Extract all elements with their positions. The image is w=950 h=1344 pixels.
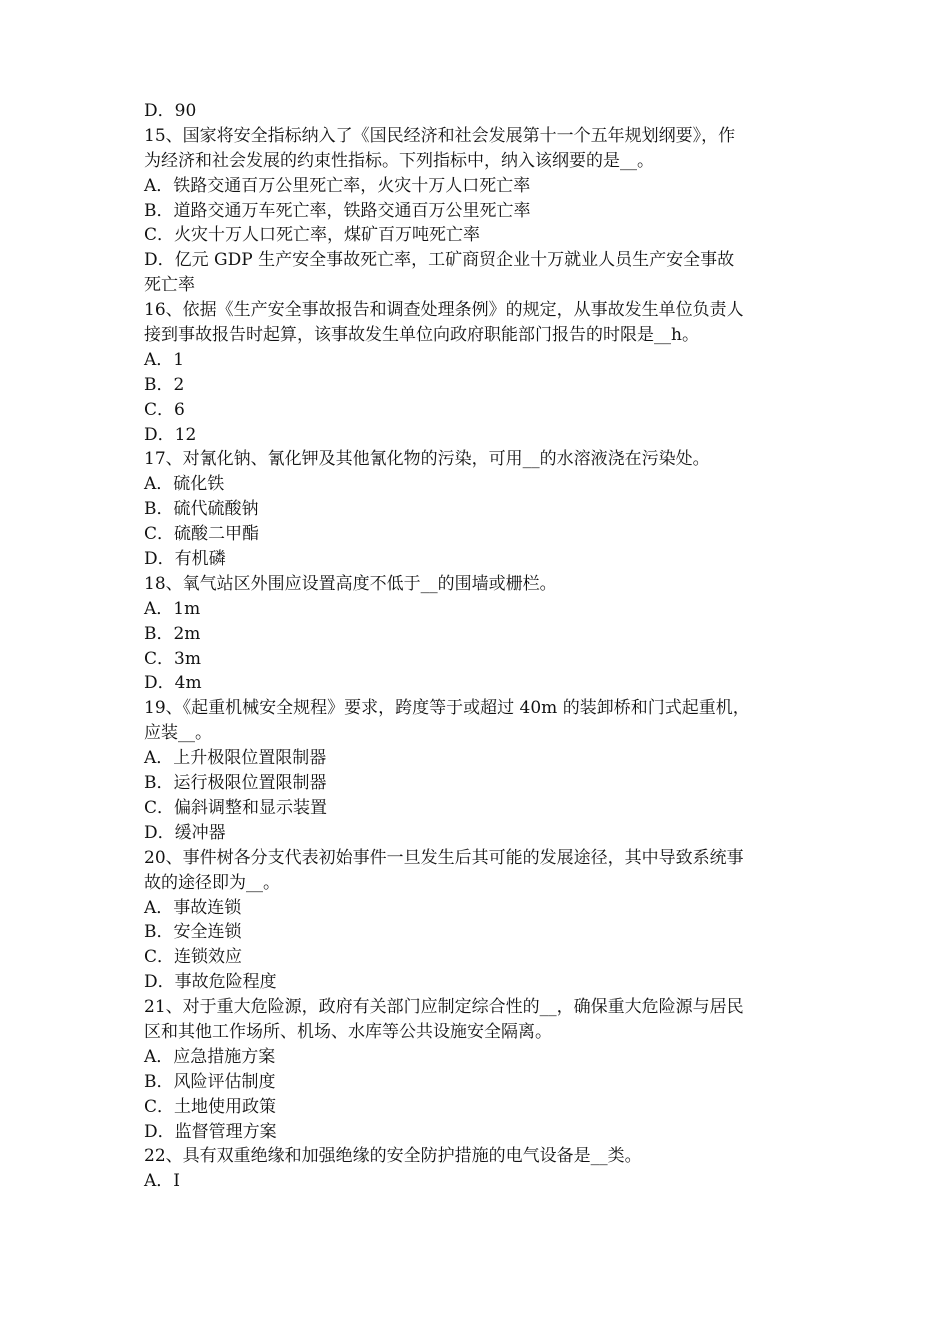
answer-option: C．土地使用政策 (144, 1096, 277, 1117)
answer-option: D．4m (144, 673, 202, 694)
answer-option: C．火灾十万人口死亡率，煤矿百万吨死亡率 (144, 225, 481, 246)
answer-option: A．应急措施方案 (144, 1046, 276, 1067)
question-stem: 16、依据《生产安全事故报告和调查处理条例》的规定，从事故发生单位负责人 (144, 300, 744, 321)
answer-option: B．2 (144, 374, 185, 395)
text-line: 应装__。 (144, 723, 212, 744)
question-stem: 21、对于重大危险源，政府有关部门应制定综合性的__，确保重大危险源与居民 (144, 997, 744, 1018)
answer-option: D．12 (144, 424, 197, 445)
question-stem: 15、国家将安全指标纳入了《国民经济和社会发展第十一个五年规划纲要》，作 (144, 125, 736, 146)
answer-option: B．运行极限位置限制器 (144, 773, 327, 794)
answer-option: B．风险评估制度 (144, 1071, 276, 1092)
answer-option: D．有机磷 (144, 549, 226, 570)
answer-option: C．6 (144, 399, 185, 420)
text-line: 故的途径即为__。 (144, 872, 280, 893)
answer-option: B．硫代硫酸钠 (144, 499, 259, 520)
answer-option: D．监督管理方案 (144, 1121, 277, 1142)
question-stem: 22、具有双重绝缘和加强绝缘的安全防护措施的电气设备是__类。 (144, 1146, 642, 1167)
answer-option: B．道路交通万车死亡率，铁路交通百万公里死亡率 (144, 200, 531, 221)
text-line: 接到事故报告时起算，该事故发生单位向政府职能部门报告的时限是__h。 (144, 325, 699, 346)
answer-option: B．安全连锁 (144, 922, 242, 943)
answer-option: C．连锁效应 (144, 947, 243, 968)
answer-option: D．90 (144, 101, 197, 121)
document-body (144, 99, 820, 1194)
text-line: 为经济和社会发展的约束性指标。下列指标中，纳入该纲要的是__。 (144, 150, 654, 171)
answer-option: A．Ⅰ (144, 1171, 180, 1192)
answer-option: C．3m (144, 648, 201, 669)
answer-option: D．亿元 GDP 生产安全事故死亡率，工矿商贸企业十万就业人员生产安全事故 (144, 250, 735, 271)
answer-option: A．1 (144, 349, 185, 370)
answer-option: A．事故连锁 (144, 897, 242, 918)
answer-option: C．偏斜调整和显示装置 (144, 797, 328, 818)
question-stem: 17、对氰化钠、氰化钾及其他氰化物的污染，可用__的水溶液浇在污染处。 (144, 449, 710, 470)
answer-option: B．2m (144, 623, 201, 644)
text-line: 死亡率 (144, 275, 195, 296)
answer-option: D．事故危险程度 (144, 972, 277, 993)
answer-option: C．硫酸二甲酯 (144, 524, 260, 545)
answer-option: A．1m (144, 598, 201, 619)
answer-option: A．铁路交通百万公里死亡率，火灾十万人口死亡率 (144, 175, 531, 196)
question-stem: 18、氧气站区外围应设置高度不低于__的围墙或栅栏。 (144, 573, 557, 594)
question-stem: 20、事件树各分支代表初始事件一旦发生后其可能的发展途径，其中导致系统事 (144, 847, 744, 868)
answer-option: A．上升极限位置限制器 (144, 748, 327, 769)
text-line: 区和其他工作场所、机场、水库等公共设施安全隔离。 (144, 1021, 552, 1042)
answer-option: A．硫化铁 (144, 474, 225, 495)
answer-option: D．缓冲器 (144, 822, 226, 843)
question-stem: 19、《起重机械安全规程》要求，跨度等于或超过 40m 的装卸桥和门式起重机， (144, 698, 750, 719)
